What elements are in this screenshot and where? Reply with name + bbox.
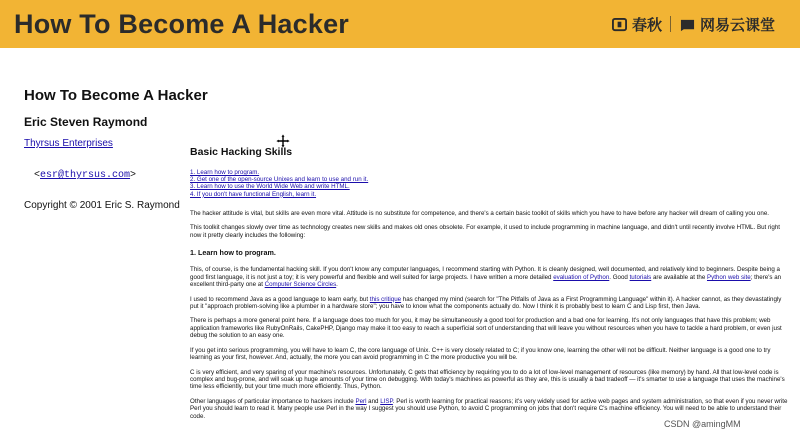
brand-divider xyxy=(670,16,671,32)
email-link[interactable]: esr@thyrsus.com xyxy=(40,170,131,181)
tutorials-link[interactable]: tutorials xyxy=(629,273,652,281)
article-content xyxy=(190,146,790,427)
author-name: Eric Steven Raymond xyxy=(24,115,148,129)
toc-list xyxy=(190,169,790,198)
paragraph-2 xyxy=(190,296,790,311)
brand-chunqiu-label: 春秋 xyxy=(632,17,663,34)
paragraph-4: If you get into serious programming, you will have to learn C, the core language of Unix. C++ is very closely related to C; if you know one, learning the other will not be difficult. Neither language is a good one to try learning as your first, however. And, actually, the more you can avoid programming in C the more productive you will be. xyxy=(190,346,771,362)
email-open: < xyxy=(34,170,41,181)
p1-text: . xyxy=(336,281,338,289)
toc-link[interactable]: 4. If you don't have functional English, learn it. xyxy=(190,190,317,198)
paragraph-1 xyxy=(190,266,790,288)
brand-wangyi xyxy=(680,14,775,35)
p6-text: . Perl is worth learning for practical reasons; it's very widely used for active web pages and system administration, so that even if you never write Perl you should learn to read it. Many people use Perl in the way I suggest you should use Python, to avoid C programming on jobs that don't require C's machine efficiency. You will need to be able to understand their code. xyxy=(190,397,788,420)
critique-link[interactable]: this critique xyxy=(369,295,402,303)
p2-text: has changed my mind (search for "The Pitfalls of Java as a First Programming Language" within it). A hacker cannot, as they devastatingly put it "approach problem-solving like a plumber in a hardware store"; you have to know what the components actually do. Now I think it is probably best to learn C and Lisp first, then Java. xyxy=(190,295,782,311)
toc-link[interactable]: 2. Get one of the open-source Unixes and learn to use and run it. xyxy=(190,176,369,184)
copyright: Copyright © 2001 Eric S. Raymond xyxy=(24,200,180,211)
perl-link[interactable]: Perl xyxy=(355,397,367,405)
banner-title: How To Become A Hacker xyxy=(14,9,349,39)
evaluation-link[interactable]: evaluation of Python xyxy=(553,273,610,281)
page-heading: How To Become A Hacker xyxy=(24,87,208,104)
subsection-title: 1. Learn how to program. xyxy=(190,248,276,258)
paragraph-3: There is perhaps a more general point here. If a language does too much for you, it may be simultaneously a good tool for production and a bad one for learning. It's not only languages that have this problem; web application frameworks like RubyOnRails, CakePHP, Django may make it too easy to reach a superficial sort of understanding that will leave you without resources when you have to tackle a hard problem, or even just debug the solution to an easy one. xyxy=(190,317,782,340)
p1-text: are available at the xyxy=(651,273,707,281)
p1-text: This, of course, is the fundamental hacking skill. If you don't know any computer languages, I recommend starting with Python. It is cleanly designed, well documented, and relatively kind to beginners. Despite being a good first language, it is not just a toy; it is very powerful and flexible and well suited for large projects. I have written a more detailed xyxy=(190,266,781,281)
toc-link[interactable]: 1. Learn how to program. xyxy=(190,169,260,176)
header-banner xyxy=(0,0,800,48)
python-site-link[interactable]: Python web site xyxy=(706,273,751,281)
brand-wangyi-label: 网易云课堂 xyxy=(700,17,776,34)
cs-circles-link[interactable]: Computer Science Circles xyxy=(264,281,337,289)
section-title: Basic Hacking Skills xyxy=(190,146,293,158)
email-line xyxy=(34,170,136,181)
wangyi-logo-icon xyxy=(680,17,695,32)
watermark: CSDN @amingMM xyxy=(664,419,741,429)
org-link[interactable]: Thyrsus Enterprises xyxy=(24,138,113,149)
toc-link[interactable]: 3. Learn how to use the World Wide Web and write HTML. xyxy=(190,183,350,191)
email-close: > xyxy=(130,170,137,181)
brand-chunqiu xyxy=(612,14,662,35)
intro-paragraph-2: This toolkit changes slowly over time as technology creates new skills and makes old ones obsolete. For example, it used to include programming in machine language, and didn't until recently involve HTML. But right now it pretty clearly includes the following: xyxy=(190,224,780,239)
p6-text: and xyxy=(366,397,381,405)
p1-text: ; there's an excellent third-party one at xyxy=(190,273,782,289)
p1-text: . Good xyxy=(609,273,630,281)
p2-text: I used to recommend Java as a good language to learn early, but xyxy=(190,295,370,303)
p6-text: Other languages of particular importance to hackers include xyxy=(190,397,356,405)
intro-paragraph-1: The hacker attitude is vital, but skills are even more vital. Attitude is no substitute for competence, and there's a certain basic toolkit of skills which you have to have before any hacker will dream of calling you one. xyxy=(190,209,769,217)
paragraph-5: C is very efficient, and very sparing of your machine's resources. Unfortunately, C gets that efficiency by requiring you to do a lot of low-level management of resources (like memory) by hand. All that low-level code is complex and bug-prone, and will soak up huge amounts of your time on debugging. With today's machines as powerful as they are, this is usually a bad tradeoff — it's smarter to use a language that uses the machine's time less efficiently, but your time much more efficiently. Thus, Python. xyxy=(190,368,785,391)
paragraph-6 xyxy=(190,398,790,420)
lisp-link[interactable]: LISP xyxy=(380,397,393,405)
chunqiu-logo-icon xyxy=(612,17,627,32)
